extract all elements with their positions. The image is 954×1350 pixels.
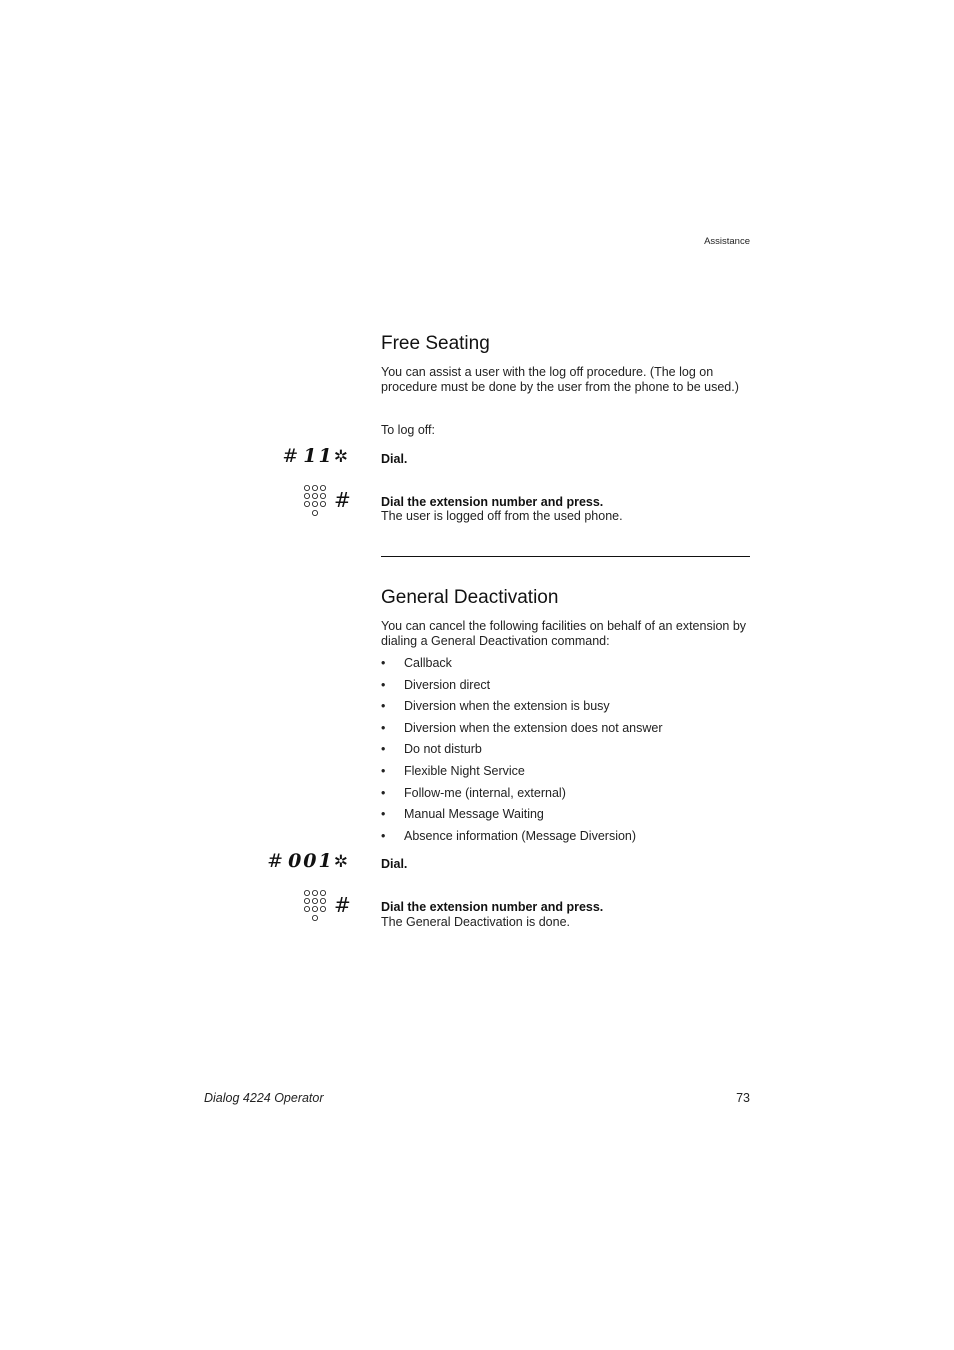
bullet-icon: • [381, 656, 386, 670]
step-extension-instruction: Dial the extension number and press. [381, 495, 604, 509]
facility-list [381, 655, 751, 849]
bullet-icon: • [381, 720, 386, 735]
keypad-hash-icon: # [334, 488, 351, 512]
step-extension-result: The General Deactivation is done. [381, 915, 570, 929]
hash-symbol: # [282, 445, 301, 467]
section-divider [381, 556, 750, 557]
star-symbol: ✲ [333, 447, 350, 467]
list-item: • Diversion when the extension does not answer [381, 720, 663, 735]
section-label: Assistance [704, 236, 750, 247]
step-dial-instruction: Dial. [381, 452, 408, 466]
list-item: • Follow-me (internal, external) [381, 785, 566, 800]
step-dial-instruction: Dial. [381, 857, 408, 871]
bullet-icon: • [381, 763, 386, 778]
general-deactivation-intro: You can cancel the following facilities on behalf of an extension by dialing a General Deactivation command: [381, 619, 747, 648]
keypad-hash-icon: # [334, 893, 351, 917]
free-seating-intro: You can assist a user with the log off procedure. (The log on procedure must be done by the user from the phone to be used.) [381, 365, 739, 394]
keypad-icon [300, 483, 360, 519]
code-digits: 001 [288, 850, 334, 872]
step-extension-result: The user is logged off from the used phone. [381, 509, 623, 523]
log-off-lead: To log off: [381, 423, 435, 437]
free-seating-title: Free Seating [381, 333, 490, 354]
list-item: • Absence information (Message Diversion) [381, 828, 637, 843]
list-item: • Do not disturb [381, 742, 482, 757]
bullet-icon: • [381, 828, 386, 843]
page-number: 73 [736, 1091, 750, 1105]
star-symbol: ✲ [333, 852, 350, 872]
code-digits: 11 [303, 445, 334, 467]
step-extension-instruction: Dial the extension number and press. [381, 900, 604, 914]
bullet-icon: • [381, 807, 386, 822]
keypad-icon [300, 888, 360, 924]
list-item: • Flexible Night Service [381, 763, 525, 778]
dial-code-11 [220, 445, 350, 467]
list-item: • Manual Message Waiting [381, 807, 544, 822]
list-item: • Diversion direct [381, 677, 491, 692]
bullet-icon: • [381, 677, 386, 692]
hash-symbol: # [267, 850, 286, 872]
list-item: • Diversion when the extension is busy [381, 699, 610, 714]
list-item: • Callback [381, 656, 452, 670]
footer-title: Dialog 4224 Operator [204, 1091, 324, 1105]
bullet-icon: • [381, 742, 386, 757]
bullet-icon: • [381, 785, 386, 800]
dial-code-001 [220, 850, 350, 872]
bullet-icon: • [381, 699, 386, 714]
general-deactivation-title: General Deactivation [381, 587, 559, 608]
